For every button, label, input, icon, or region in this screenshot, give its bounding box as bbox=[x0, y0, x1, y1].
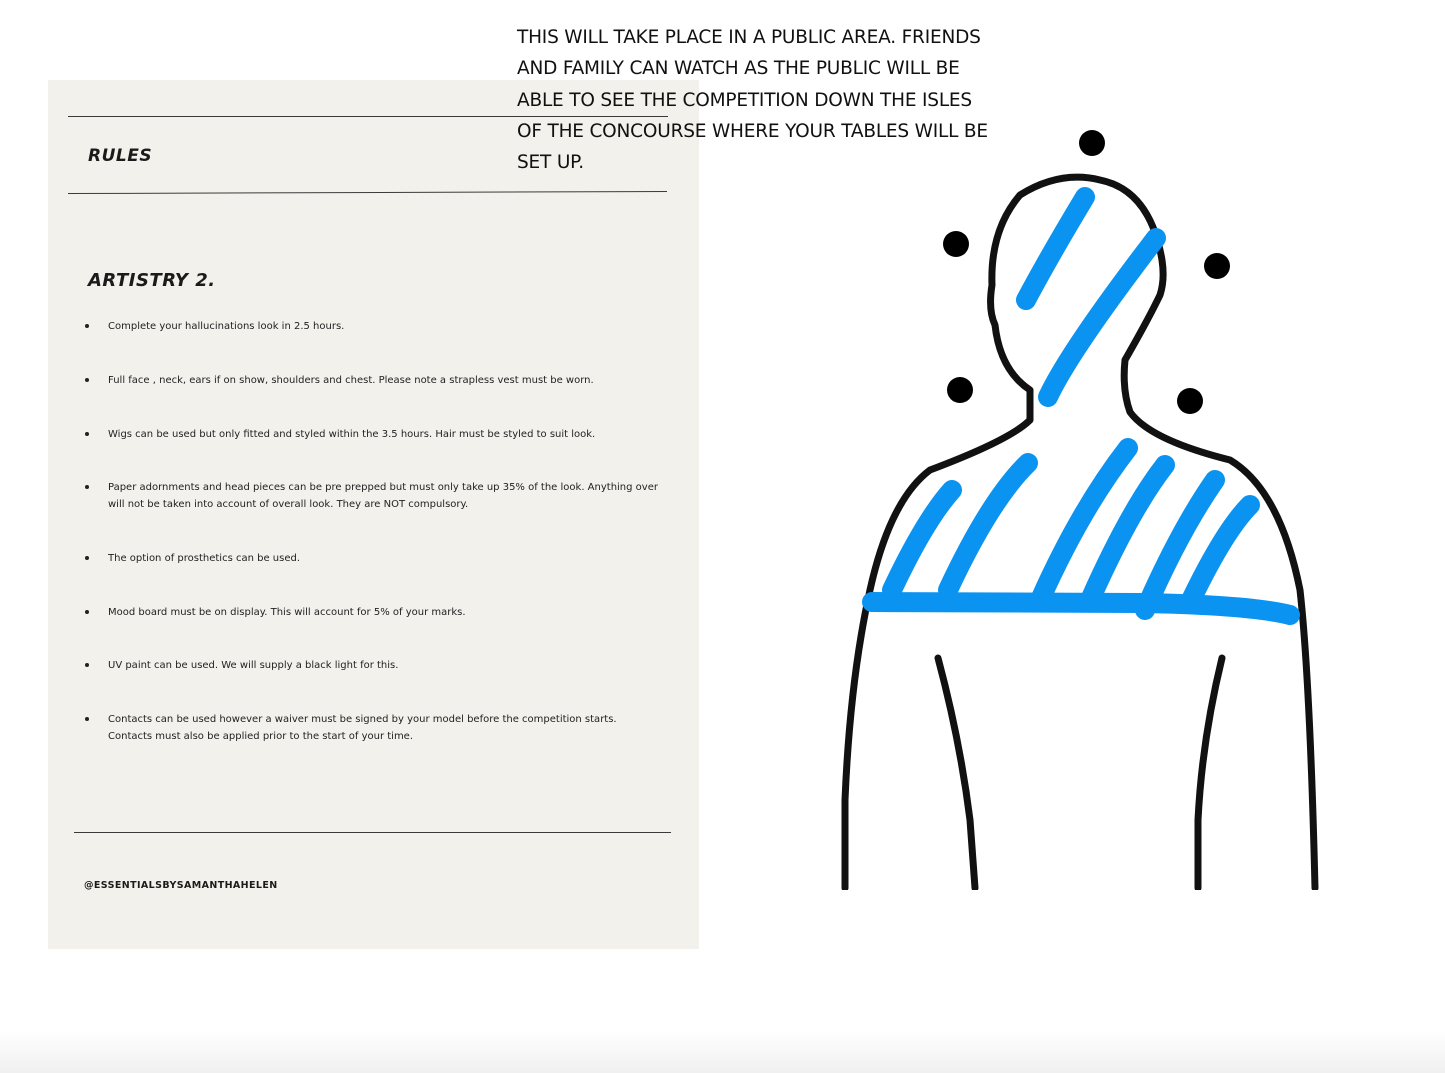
rule-item bbox=[85, 318, 660, 335]
social-handle: @ESSENTIALSBYSAMANTHAHELEN bbox=[84, 880, 278, 891]
point-marker bbox=[1204, 253, 1230, 279]
notice-line: SET UP. bbox=[517, 152, 584, 174]
paint-stroke bbox=[948, 463, 1028, 590]
rule-text: UV paint can be used. We will supply a black light for this. bbox=[108, 660, 399, 671]
bullet bbox=[85, 432, 89, 436]
point-marker bbox=[943, 231, 969, 257]
divider-bottom bbox=[74, 832, 671, 833]
bullet bbox=[85, 485, 89, 489]
right-arm-outline bbox=[1198, 658, 1222, 888]
notice-line: OF THE CONCOURSE WHERE YOUR TABLES WILL BE bbox=[517, 120, 988, 142]
rule-text: Complete your hallucinations look in 2.5 hours. bbox=[108, 321, 345, 332]
paint-stroke bbox=[1040, 448, 1128, 600]
point-marker bbox=[947, 377, 973, 403]
rule-text: The option of prosthetics can be used. bbox=[108, 553, 301, 564]
section-title: ARTISTRY 2. bbox=[88, 270, 216, 291]
bullet bbox=[85, 610, 89, 614]
rules-card bbox=[48, 80, 699, 949]
bullet bbox=[85, 556, 89, 560]
notice-line: AND FAMILY CAN WATCH AS THE PUBLIC WILL BE bbox=[517, 58, 960, 80]
point-marker bbox=[1079, 130, 1105, 156]
bullet bbox=[85, 663, 89, 667]
bullet bbox=[85, 378, 89, 382]
paint-stroke bbox=[872, 602, 1290, 615]
rule-item bbox=[85, 657, 660, 674]
rule-text: Full face , neck, ears if on show, shoulders and chest. Please note a strapless vest must be worn. bbox=[108, 375, 594, 386]
rule-item bbox=[85, 426, 660, 443]
rule-item bbox=[85, 550, 660, 567]
rule-text: Mood board must be on display. This will account for 5% of your marks. bbox=[108, 607, 466, 618]
rule-item bbox=[85, 604, 660, 621]
body-diagram bbox=[830, 120, 1330, 890]
rule-item bbox=[85, 479, 660, 513]
bottom-fade bbox=[0, 1030, 1445, 1073]
bullet bbox=[85, 717, 89, 721]
paint-stroke bbox=[1026, 197, 1085, 300]
notice-line: ABLE TO SEE THE COMPETITION DOWN THE ISLES bbox=[517, 89, 972, 111]
points bbox=[943, 130, 1230, 414]
left-arm-outline bbox=[938, 658, 975, 888]
rule-item bbox=[85, 711, 660, 745]
rule-item bbox=[85, 372, 660, 389]
paint-stroke bbox=[1048, 238, 1156, 397]
bullet bbox=[85, 324, 89, 328]
rules-title: RULES bbox=[88, 146, 153, 166]
rule-list bbox=[48, 80, 699, 949]
notice-line: THIS WILL TAKE PLACE IN A PUBLIC AREA. FRIENDS bbox=[517, 27, 981, 48]
point-marker bbox=[1177, 388, 1203, 414]
rule-text: Wigs can be used but only fitted and styled within the 3.5 hours. Hair must be styled to suit look. bbox=[108, 429, 596, 440]
rule-text: Contacts can be used however a waiver must be signed by your model before the competition starts. Contacts must also be applied prior to the start of your time. bbox=[108, 714, 617, 742]
rule-text: Paper adornments and head pieces can be pre prepped but must only take up 35% of the look. Anything over will not be taken into account of overall look. They are NOT compulsory. bbox=[108, 482, 658, 510]
